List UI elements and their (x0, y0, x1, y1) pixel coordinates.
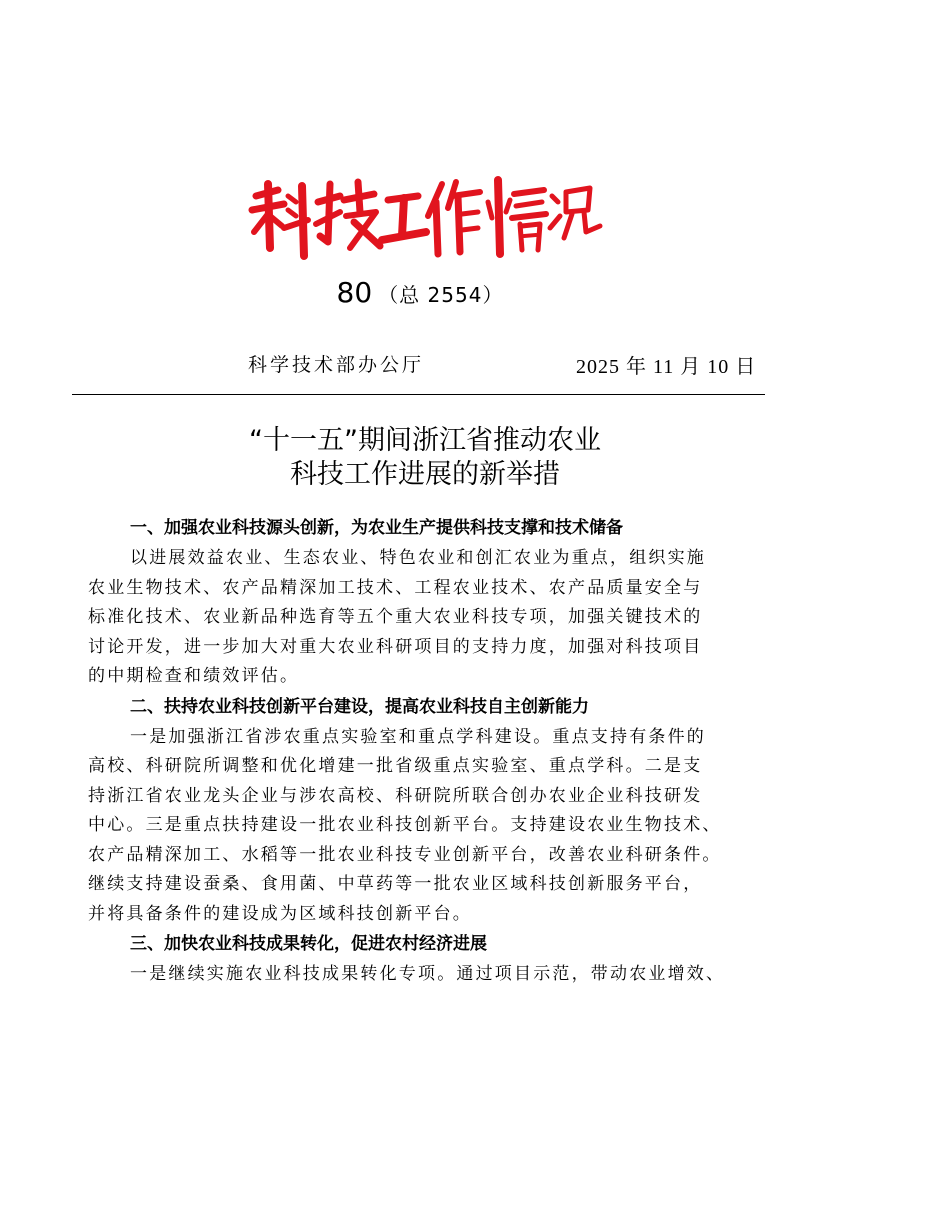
paragraph-line: 持浙江省农业龙头企业与涉农高校、科研院所联合创办农业企业科技研发 (88, 785, 703, 806)
document-body (88, 513, 788, 990)
title-line-2: 科技工作进展的新举措 (290, 459, 560, 490)
section-heading-2: 二、扶持农业科技创新平台建设，提高农业科技自主创新能力 (130, 696, 589, 717)
paragraph-line: 中心。三是重点扶持建设一批农业科技创新平台。支持建设农业生物技术、 (88, 815, 722, 835)
paragraph-line: 讨论开发，进一步加大对重大农业科研项目的支持力度，加强对科技项目 (88, 636, 703, 657)
section-heading-1: 一、加强农业科技源头创新，为农业生产提供科技支撑和技术储备 (130, 518, 623, 538)
paragraph-line: 标准化技术、农业新品种选育等五个重大农业科技专项，加强关键技术的 (88, 607, 703, 627)
paragraph-line: 高校、科研院所调整和优化增建一批省级重点实验室、重点学科。二是支 (88, 756, 703, 776)
issue-total-number: （总 2554） (378, 283, 504, 307)
issue-date: 2025 年 11 月 10 日 (576, 356, 757, 378)
issue-number: 80 (336, 276, 373, 309)
section-paragraph-3 (88, 960, 788, 990)
masthead-logo (244, 166, 604, 266)
issue-line (0, 276, 840, 309)
masthead-calligraphy (244, 166, 604, 266)
paragraph-line: 农业生物技术、农产品精深加工技术、工程农业技术、农产品质量安全与 (88, 577, 703, 598)
paragraph-line: 一是加强浙江省涉农重点实验室和重点学科建设。重点支持有条件的 (130, 726, 706, 747)
paragraph-line: 一是继续实施农业科技成果转化专项。通过项目示范，带动农业增效、 (130, 964, 726, 984)
paragraph-line: 以进展效益农业、生态农业、特色农业和创汇农业为重点，组织实施 (130, 548, 706, 568)
title-line-1: “十一五”期间浙江省推动农业 (249, 425, 601, 456)
paragraph-line: 并将具备条件的建设成为区域科技创新平台。 (88, 903, 472, 924)
section-paragraph-2 (88, 723, 788, 930)
header-divider (72, 394, 765, 395)
paragraph-line: 的中期检查和绩效评估。 (88, 666, 300, 686)
issuing-office: 科学技术部办公厅 (248, 354, 425, 376)
paragraph-line: 农产品精深加工、水稻等一批农业科技专业创新平台，改善农业科研条件。 (88, 844, 722, 865)
section-paragraph-1 (88, 544, 788, 692)
document-title (0, 424, 850, 492)
paragraph-line: 继续支持建设蚕桑、食用菌、中草药等一批农业区域科技创新服务平台， (88, 874, 703, 894)
section-heading-3: 三、加快农业科技成果转化，促进农村经济进展 (130, 934, 487, 954)
